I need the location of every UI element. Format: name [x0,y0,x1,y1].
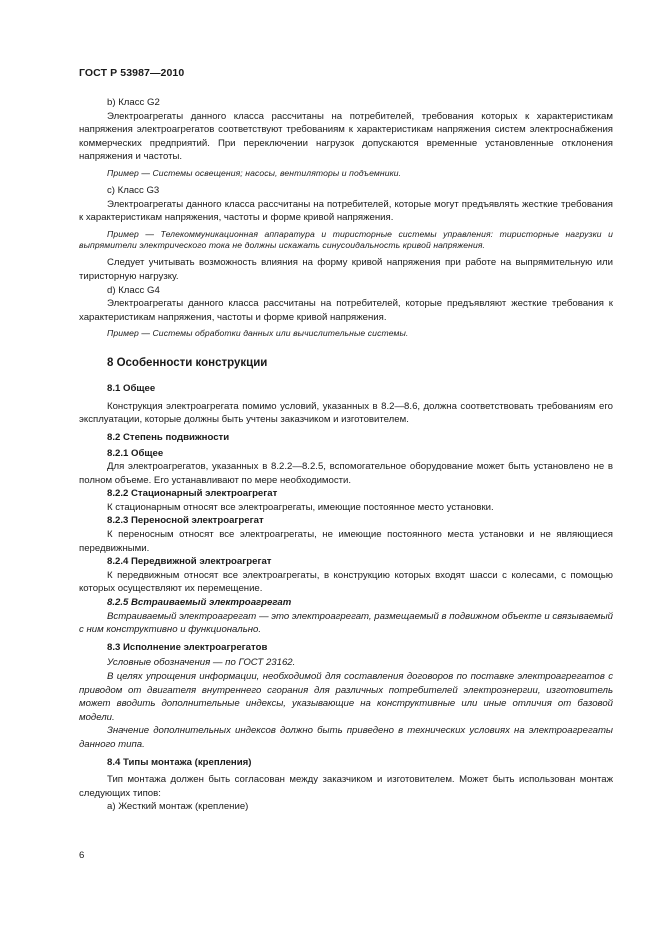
section-8-2-3-heading: 8.2.3 Переносной электроагрегат [107,515,264,527]
section-8-2-heading: 8.2 Степень подвижности [107,431,230,443]
section-8-4-item-a: а) Жесткий монтаж (крепление) [107,801,249,813]
section-8-2-3-text: К переносным относят все электроагрегаты, не имеющие постоянного места установки и не являющиеся передвижными. [79,529,613,554]
class-g2-example: Пример — Системы освещения; насосы, вентиляторы и подъемники. [107,167,402,178]
section-8-2-5-text: Встраиваемый электроагрегат — это электроагрегат, размещаемый в подвижном объекте и связываемый с ним конструктивно и функционально. [79,610,613,636]
section-8-3-para-1: Условные обозначения — по ГОСТ 23162. [107,657,296,669]
class-g3-note: Следует учитывать возможность влияния на форму кривой напряжения при работе на выпрямительную или тиристорную нагрузку. [79,257,613,282]
page-number: 6 [79,850,85,861]
document-body [79,96,613,814]
document-header: ГОСТ Р 53987—2010 [79,67,185,79]
section-8-heading: 8 Особенности конструкции [107,356,268,369]
class-g3-text: Электроагрегаты данного класса рассчитаны на потребителей, которые могут предъявлять жесткие требования к характеристикам напряжения, частоты и форме кривой напряжения. [79,198,613,224]
class-g4-text: Электроагрегаты данного класса рассчитаны на потребителей, которые предъявляют жесткие требования к характеристикам напряжения, частоты и форме кривой напряжения. [79,298,613,323]
class-g2-title: b) Класс G2 [107,97,160,108]
section-8-2-1-text: Для электроагрегатов, указанных в 8.2.2—8.2.5, вспомогательное оборудование может быть установлено не в полном объеме. Его устанавливают по мере необходимости. [79,461,613,486]
section-8-3-heading: 8.3 Исполнение электроагрегатов [107,641,268,653]
section-8-2-4-heading: 8.2.4 Передвижной электроагрегат [107,556,272,568]
section-8-2-5-heading: 8.2.5 Встраиваемый электроагрегат [107,597,292,609]
section-8-2-2-text: К стационарным относят все электроагрегаты, имеющие постоянное место установки. [107,501,494,513]
class-g3-example: Пример — Телекоммуникационная аппаратура и тиристорные системы управления: тиристорные нагрузки и выпрямители электрического тока не должны искажать синусоидальность кривой напряжения. [79,228,613,251]
class-g4-example: Пример — Системы обработки данных или вычислительные системы. [107,328,409,339]
class-g3-title: с) Класс G3 [107,185,160,197]
class-g2-text: Электроагрегаты данного класса рассчитаны на потребителей, требования которых к характеристикам напряжения электроагрегатов соответствуют требованиям к характеристикам напряжения систем электроснабжения коммерческих предприятий. При переключении нагрузок допускаются временные установленные отклонения напряжения и частоты. [79,110,613,163]
section-8-3-para-3: Значение дополнительных индексов должно быть приведено в технических условиях на электроагрегаты данного типа. [79,725,613,750]
section-8-4-text: Тип монтажа должен быть согласован между заказчиком и изготовителем. Может быть использован монтаж следующих типов: [79,774,613,799]
section-8-3-para-2: В целях упрощения информации, необходимой для составления договоров по поставке электроагрегатов с приводом от двигателя внутреннего сгорания для различных потребителей электроэнергии, изготовитель может вводить дополнительные индексы, указывающие на конструктивные или иные отличия от базовой модели. [79,671,613,723]
section-8-2-4-text: К передвижным относят все электроагрегаты, в конструкцию которых входят шасси с колесами, с помощью которых осуществляют их перемещение. [79,569,613,595]
class-g4-title: d) Класс G4 [107,284,160,296]
section-8-4-heading: 8.4 Типы монтажа (крепления) [107,756,252,768]
section-8-1-heading: 8.1 Общее [107,383,156,395]
section-8-2-1-heading: 8.2.1 Общее [107,447,164,459]
section-8-1-text: Конструкция электроагрегата помимо условий, указанных в 8.2—8.6, должна соответствовать требованиям его эксплуатации, которые должны быть учтены заказчиком и изготовителем. [79,400,613,426]
section-8-2-2-heading: 8.2.2 Стационарный электроагрегат [107,488,278,500]
